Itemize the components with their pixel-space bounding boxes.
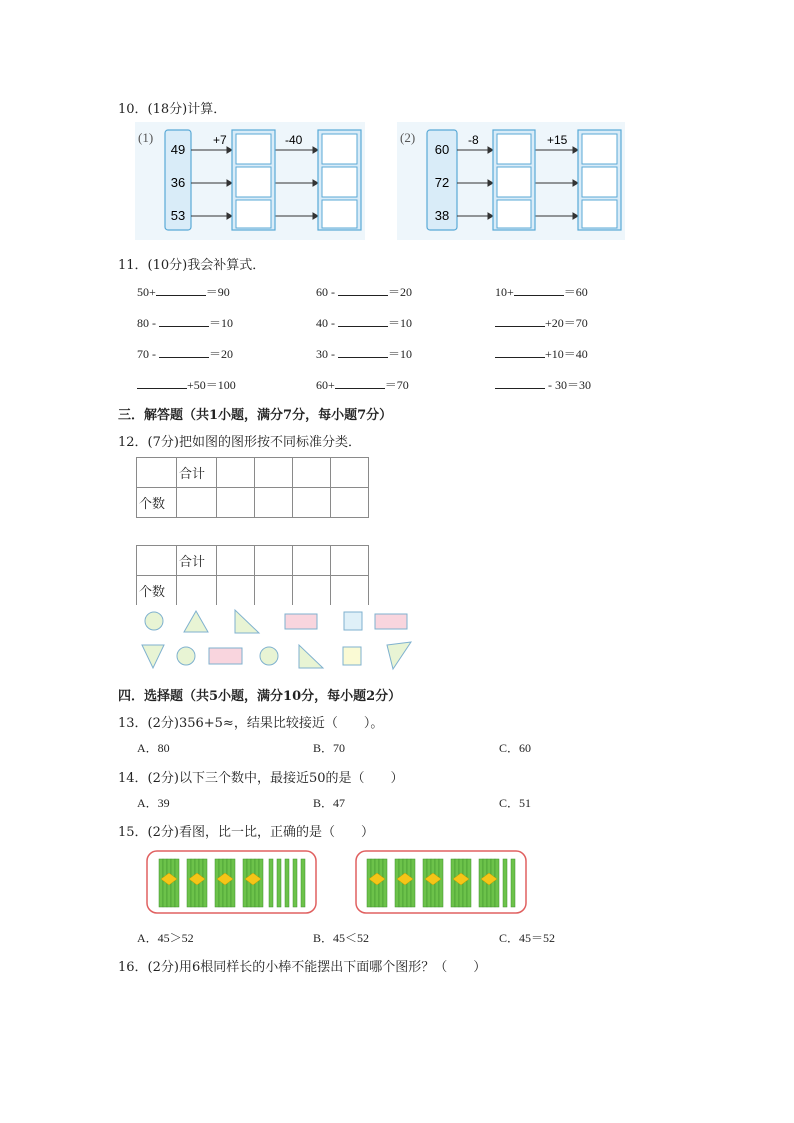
- calc2-in-0: 60: [434, 142, 450, 157]
- answer-blank[interactable]: [137, 378, 187, 389]
- q11-title: 11．(10分)我会补算式．: [118, 258, 266, 273]
- stick-bundle: [479, 859, 499, 907]
- single-stick: [293, 859, 297, 907]
- calc1-out-1: [322, 167, 357, 197]
- q15-option-a[interactable]: A．45＞52: [137, 931, 194, 945]
- calc1-op2: -40: [285, 133, 303, 147]
- answer-blank[interactable]: [338, 316, 388, 327]
- q13-title: 13．(2分)356+5≈，结果比较接近（ ）。: [118, 716, 384, 731]
- table2-total-header: 合计: [177, 546, 217, 576]
- stick-bundle: [215, 859, 235, 907]
- calc2-op1: -8: [468, 133, 479, 147]
- calc1-mid-1: [236, 167, 271, 197]
- shape-rectangle: [375, 614, 407, 629]
- calc2-out-2: [582, 200, 617, 228]
- single-stick: [285, 859, 289, 907]
- stick-bundle: [423, 859, 443, 907]
- q15-stick-bundles: [145, 849, 530, 915]
- q10-calc-diagram: [135, 122, 625, 240]
- stick-bundle: [367, 859, 387, 907]
- q14-option-c[interactable]: C．51: [499, 796, 532, 810]
- q12-table-2: [136, 545, 369, 605]
- q13-option-c[interactable]: C．60: [499, 741, 532, 755]
- q11-equation: [316, 376, 409, 393]
- q16-title: 16．(2分)用6根同样长的小棒不能摆出下面哪个图形？（ ）: [118, 960, 487, 975]
- answer-blank[interactable]: [338, 347, 388, 358]
- stick-bundle: [395, 859, 415, 907]
- stick-bundle: [243, 859, 263, 907]
- shape-rectangle: [209, 648, 242, 664]
- equation-suffix: ＝70: [384, 378, 409, 392]
- answer-blank[interactable]: [338, 285, 388, 296]
- q13-option-a[interactable]: A．80: [137, 741, 170, 755]
- q11-equation: [316, 345, 412, 362]
- stick-bundle: [159, 859, 179, 907]
- answer-blank[interactable]: [514, 285, 564, 296]
- shape-right-triangle: [299, 645, 323, 668]
- single-stick: [511, 859, 515, 907]
- q12-title: 12．(7分)把如图的图形按不同标准分类．: [118, 435, 361, 450]
- calc2-mid-1: [497, 167, 531, 197]
- answer-blank[interactable]: [159, 347, 209, 358]
- answer-blank[interactable]: [495, 378, 545, 389]
- calc1-out-2: [322, 200, 357, 228]
- calc2-op2: +15: [547, 133, 568, 147]
- q15-option-b[interactable]: B．45＜52: [313, 931, 370, 945]
- calc2-in-1: 72: [434, 175, 450, 190]
- q15-title: 15．(2分)看图，比一比，正确的是（ ）: [118, 825, 374, 840]
- shape-circle: [260, 647, 278, 665]
- table1-total-header: 合计: [177, 458, 217, 488]
- equation-suffix: ＝10: [209, 316, 234, 330]
- table2-count-label: 个数: [137, 576, 177, 606]
- calc1-in-0: 49: [170, 142, 186, 157]
- q12-shapes: [135, 605, 415, 675]
- q11-equation: [316, 314, 412, 331]
- calc2-mid-0: [497, 134, 531, 164]
- equation-suffix: ＝10: [388, 347, 413, 361]
- equation-suffix: ＝60: [563, 285, 588, 299]
- equation-suffix: +50＝100: [187, 378, 236, 392]
- shape-square: [343, 647, 361, 665]
- answer-blank[interactable]: [335, 378, 385, 389]
- equation-suffix: +20＝70: [545, 316, 588, 330]
- q11-equation: [137, 314, 233, 331]
- shape-circle: [145, 612, 163, 630]
- answer-blank[interactable]: [495, 347, 545, 358]
- equation-prefix: 60+: [316, 378, 335, 392]
- q11-equation: [316, 283, 412, 300]
- equation-prefix: 40 -: [316, 316, 338, 330]
- single-stick: [277, 859, 281, 907]
- calc1-out-0: [322, 134, 357, 164]
- equation-prefix: 10+: [495, 285, 514, 299]
- equation-prefix: 80 -: [137, 316, 159, 330]
- shape-square: [344, 612, 362, 630]
- q11-equation: [137, 345, 233, 362]
- equation-suffix: ＝20: [388, 285, 413, 299]
- q11-equation: [495, 314, 588, 331]
- single-stick: [503, 859, 507, 907]
- shape-triangle: [142, 645, 164, 668]
- equation-prefix: 30 -: [316, 347, 338, 361]
- answer-blank[interactable]: [495, 316, 545, 327]
- equation-prefix: 70 -: [137, 347, 159, 361]
- shape-rectangle: [285, 614, 317, 629]
- equation-prefix: 50+: [137, 285, 156, 299]
- calc1-in-2: 53: [170, 208, 186, 223]
- table1-count-label: 个数: [137, 488, 177, 518]
- q14-option-a[interactable]: A．39: [137, 796, 170, 810]
- single-stick: [269, 859, 273, 907]
- section4-heading: 四．选择题（共5小题，满分10分，每小题2分）: [118, 689, 402, 704]
- equation-suffix: - 30＝30: [545, 378, 591, 392]
- section3-heading: 三．解答题（共1小题，满分7分，每小题7分）: [118, 408, 393, 423]
- equation-suffix: +10＝40: [545, 347, 588, 361]
- q10-title: 10．(18分)计算．: [118, 102, 227, 117]
- answer-blank[interactable]: [159, 316, 209, 327]
- answer-blank[interactable]: [156, 285, 206, 296]
- calc2-in-2: 38: [434, 208, 450, 223]
- single-stick: [301, 859, 305, 907]
- calc2-label: (2): [400, 130, 416, 145]
- calc2-out-1: [582, 167, 617, 197]
- calc1-in-1: 36: [170, 175, 186, 190]
- q13-option-b[interactable]: B．70: [313, 741, 346, 755]
- shape-right-triangle: [235, 610, 259, 633]
- stick-bundle: [187, 859, 207, 907]
- q11-equation: [137, 376, 236, 393]
- calc2-mid-2: [497, 200, 531, 228]
- calc1-op1: +7: [213, 133, 227, 147]
- q14-title: 14．(2分)以下三个数中，最接近50的是（ ）: [118, 771, 404, 786]
- equation-suffix: ＝90: [205, 285, 230, 299]
- shape-triangle: [387, 642, 411, 669]
- q14-option-b[interactable]: B．47: [313, 796, 346, 810]
- q11-equation: [495, 376, 591, 393]
- stick-bundle: [451, 859, 471, 907]
- calc1-mid-0: [236, 134, 271, 164]
- q12-table-1: [136, 457, 369, 518]
- q15-option-c[interactable]: C．45＝52: [499, 931, 556, 945]
- shape-triangle: [184, 611, 208, 632]
- calc1-mid-2: [236, 200, 271, 228]
- q11-equation: [495, 283, 588, 300]
- q11-equation: [495, 345, 588, 362]
- equation-suffix: ＝20: [209, 347, 234, 361]
- shape-circle: [177, 647, 195, 665]
- calc1-label: (1): [138, 130, 154, 145]
- calc2-out-0: [582, 134, 617, 164]
- q11-equation: [137, 283, 230, 300]
- equation-prefix: 60 -: [316, 285, 338, 299]
- equation-suffix: ＝10: [388, 316, 413, 330]
